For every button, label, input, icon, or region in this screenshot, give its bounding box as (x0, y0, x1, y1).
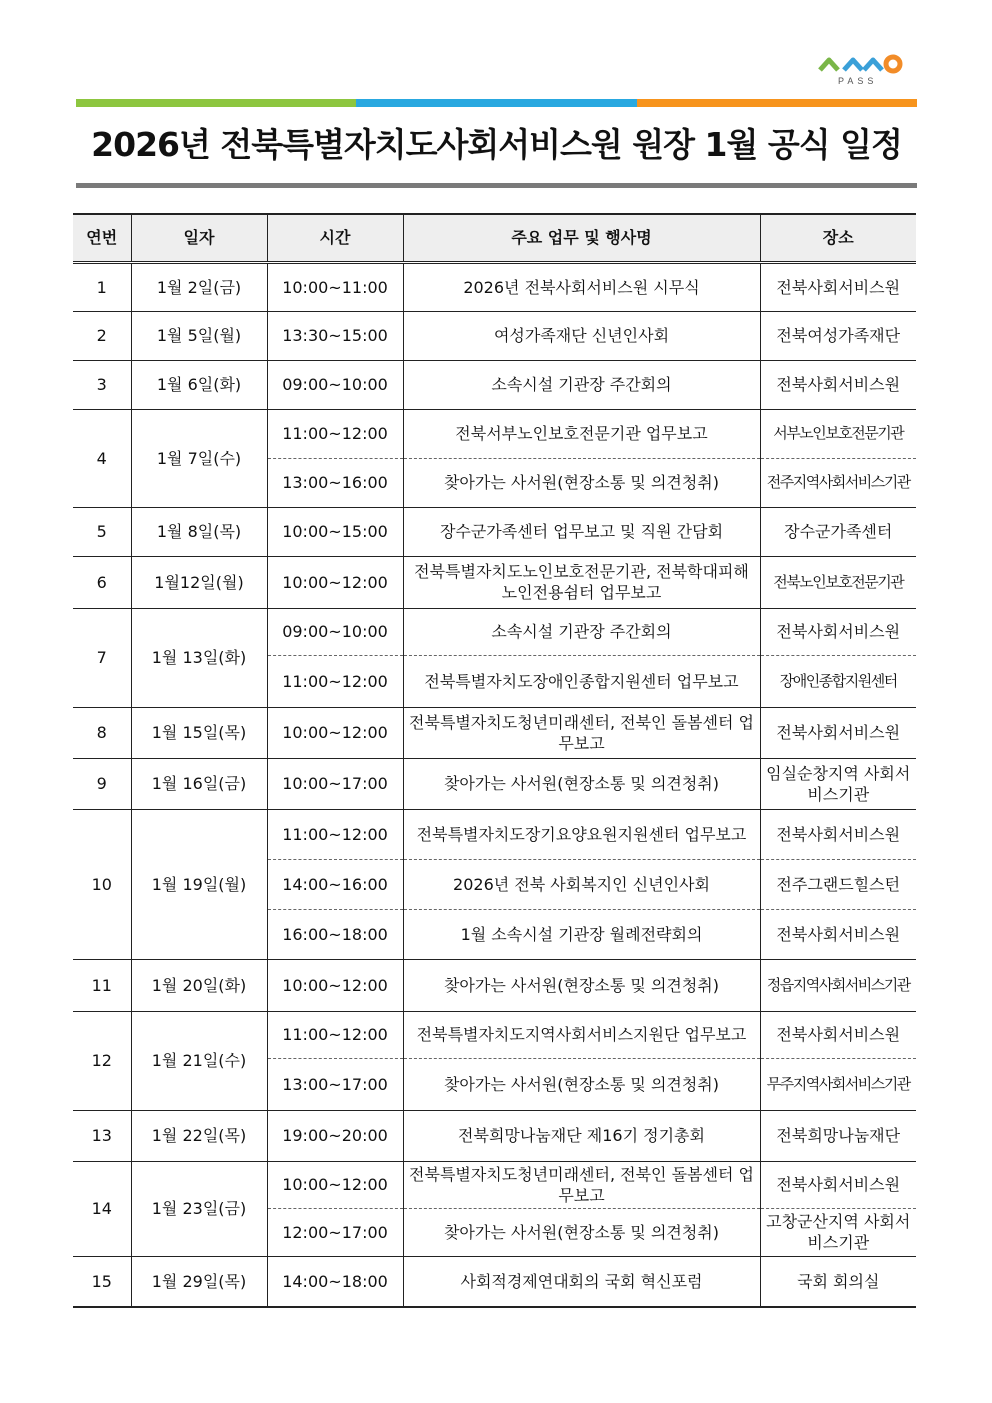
row-number: 13 (73, 1110, 131, 1161)
row-event: 소속시설 기관장 주간회의 (403, 608, 760, 655)
row-number: 8 (73, 707, 131, 758)
row-time: 12:00~17:00 (267, 1208, 403, 1256)
row-date: 1월 2일(금) (131, 262, 267, 311)
column-header-date: 일자 (131, 214, 267, 262)
row-time: 10:00~17:00 (267, 758, 403, 809)
row-number: 7 (73, 608, 131, 707)
table-row (73, 507, 916, 556)
row-event: 사회적경제연대회의 국회 혁신포럼 (403, 1256, 760, 1307)
row-date: 1월12일(월) (131, 556, 267, 608)
row-place: 전북노인보호전문기관 (760, 556, 916, 608)
row-time: 14:00~16:00 (267, 859, 403, 909)
row-place: 전북사회서비스원 (760, 909, 916, 959)
row-number: 2 (73, 311, 131, 360)
row-place: 전북사회서비스원 (760, 809, 916, 859)
row-time: 09:00~10:00 (267, 608, 403, 655)
row-place: 전주지역사회서비스기관 (760, 458, 916, 507)
table-row (73, 809, 916, 859)
row-date: 1월 21일(수) (131, 1011, 267, 1110)
table-row (73, 707, 916, 758)
row-place: 국회 회의실 (760, 1256, 916, 1307)
row-event: 전북특별자치도장기요양요원지원센터 업무보고 (403, 809, 760, 859)
row-number: 15 (73, 1256, 131, 1307)
row-date: 1월 15일(목) (131, 707, 267, 758)
row-date: 1월 5일(월) (131, 311, 267, 360)
row-date: 1월 6일(화) (131, 360, 267, 409)
row-number: 1 (73, 262, 131, 311)
row-date: 1월 20일(화) (131, 959, 267, 1011)
row-place: 전북사회서비스원 (760, 1011, 916, 1058)
logo-text: PASS (838, 76, 878, 86)
table-row (73, 1256, 916, 1307)
row-place: 전북희망나눔재단 (760, 1110, 916, 1161)
row-event: 여성가족재단 신년인사회 (403, 311, 760, 360)
row-event: 전북특별자치도장애인종합지원센터 업무보고 (403, 655, 760, 707)
row-place: 전북사회서비스원 (760, 608, 916, 655)
column-header-place: 장소 (760, 214, 916, 262)
table-row (73, 409, 916, 458)
row-event: 소속시설 기관장 주간회의 (403, 360, 760, 409)
table-row (73, 311, 916, 360)
row-date: 1월 16일(금) (131, 758, 267, 809)
row-number: 10 (73, 809, 131, 959)
row-event: 2026년 전북 사회복지인 신년인사회 (403, 859, 760, 909)
blue-bar (356, 99, 636, 107)
row-time: 11:00~12:00 (267, 655, 403, 707)
row-event: 전북특별자치도청년미래센터, 전북인 돌봄센터 업무보고 (403, 707, 760, 758)
row-time: 09:00~10:00 (267, 360, 403, 409)
table-row (73, 1161, 916, 1208)
row-number: 6 (73, 556, 131, 608)
row-time: 11:00~12:00 (267, 409, 403, 458)
row-event: 찾아가는 사서원(현장소통 및 의견청취) (403, 458, 760, 507)
row-event: 전북특별자치도지역사회서비스지원단 업무보고 (403, 1011, 760, 1058)
row-time: 19:00~20:00 (267, 1110, 403, 1161)
row-time: 16:00~18:00 (267, 909, 403, 959)
row-place: 장애인종합지원센터 (760, 655, 916, 707)
schedule-table (73, 213, 916, 1308)
orange-bar (637, 99, 917, 107)
row-event: 찾아가는 사서원(현장소통 및 의견청취) (403, 758, 760, 809)
title-divider (76, 183, 917, 188)
table-body (73, 262, 916, 1307)
row-event: 장수군가족센터 업무보고 및 직원 간담회 (403, 507, 760, 556)
row-time: 10:00~15:00 (267, 507, 403, 556)
header-color-bars (76, 99, 917, 107)
row-date: 1월 13일(화) (131, 608, 267, 707)
row-place: 전북사회서비스원 (760, 360, 916, 409)
column-header-no: 연번 (73, 214, 131, 262)
green-bar (76, 99, 356, 107)
table-row (73, 959, 916, 1011)
row-event: 찾아가는 사서원(현장소통 및 의견청취) (403, 1208, 760, 1256)
column-header-time: 시간 (267, 214, 403, 262)
row-time: 10:00~12:00 (267, 556, 403, 608)
column-header-event: 주요 업무 및 행사명 (403, 214, 760, 262)
row-time: 10:00~12:00 (267, 1161, 403, 1208)
row-date: 1월 8일(목) (131, 507, 267, 556)
row-event: 전북희망나눔재단 제16기 정기총회 (403, 1110, 760, 1161)
table-row (73, 758, 916, 809)
row-time: 11:00~12:00 (267, 1011, 403, 1058)
table-header-row (73, 214, 916, 262)
row-place: 전북여성가족재단 (760, 311, 916, 360)
row-time: 10:00~11:00 (267, 262, 403, 311)
row-number: 12 (73, 1011, 131, 1110)
row-place: 고창군산지역 사회서비스기관 (760, 1208, 916, 1256)
row-time: 10:00~12:00 (267, 959, 403, 1011)
row-place: 무주지역사회서비스기관 (760, 1058, 916, 1110)
table-row (73, 608, 916, 655)
table-row (73, 556, 916, 608)
row-event: 찾아가는 사서원(현장소통 및 의견청취) (403, 959, 760, 1011)
row-number: 9 (73, 758, 131, 809)
row-event: 전북특별자치도노인보호전문기관, 전북학대피해노인전용쉼터 업무보고 (403, 556, 760, 608)
row-place: 정읍지역사회서비스기관 (760, 959, 916, 1011)
row-number: 5 (73, 507, 131, 556)
row-event: 2026년 전북사회서비스원 시무식 (403, 262, 760, 311)
row-time: 13:00~17:00 (267, 1058, 403, 1110)
row-date: 1월 23일(금) (131, 1161, 267, 1256)
page-title: 2026년 전북특별자치도사회서비스원 원장 1월 공식 일정 (91, 125, 902, 164)
row-event: 전북서부노인보호전문기관 업무보고 (403, 409, 760, 458)
row-time: 13:30~15:00 (267, 311, 403, 360)
row-place: 전북사회서비스원 (760, 1161, 916, 1208)
row-event: 1월 소속시설 기관장 월례전략회의 (403, 909, 760, 959)
row-place: 전북사회서비스원 (760, 707, 916, 758)
row-number: 4 (73, 409, 131, 507)
row-place: 전주그랜드힐스턴 (760, 859, 916, 909)
row-time: 14:00~18:00 (267, 1256, 403, 1307)
row-date: 1월 29일(목) (131, 1256, 267, 1307)
row-number: 11 (73, 959, 131, 1011)
row-event: 전북특별자치도청년미래센터, 전북인 돌봄센터 업무보고 (403, 1161, 760, 1208)
row-time: 10:00~12:00 (267, 707, 403, 758)
row-date: 1월 19일(월) (131, 809, 267, 959)
row-time: 13:00~16:00 (267, 458, 403, 507)
row-event: 찾아가는 사서원(현장소통 및 의견청취) (403, 1058, 760, 1110)
row-place: 장수군가족센터 (760, 507, 916, 556)
row-number: 3 (73, 360, 131, 409)
row-time: 11:00~12:00 (267, 809, 403, 859)
table-row (73, 360, 916, 409)
row-date: 1월 7일(수) (131, 409, 267, 507)
row-place: 임실순창지역 사회서비스기관 (760, 758, 916, 809)
row-date: 1월 22일(목) (131, 1110, 267, 1161)
table-row (73, 1011, 916, 1058)
row-number: 14 (73, 1161, 131, 1256)
table-row (73, 262, 916, 311)
row-place: 서부노인보호전문기관 (760, 409, 916, 458)
table-row (73, 1110, 916, 1161)
row-place: 전북사회서비스원 (760, 262, 916, 311)
